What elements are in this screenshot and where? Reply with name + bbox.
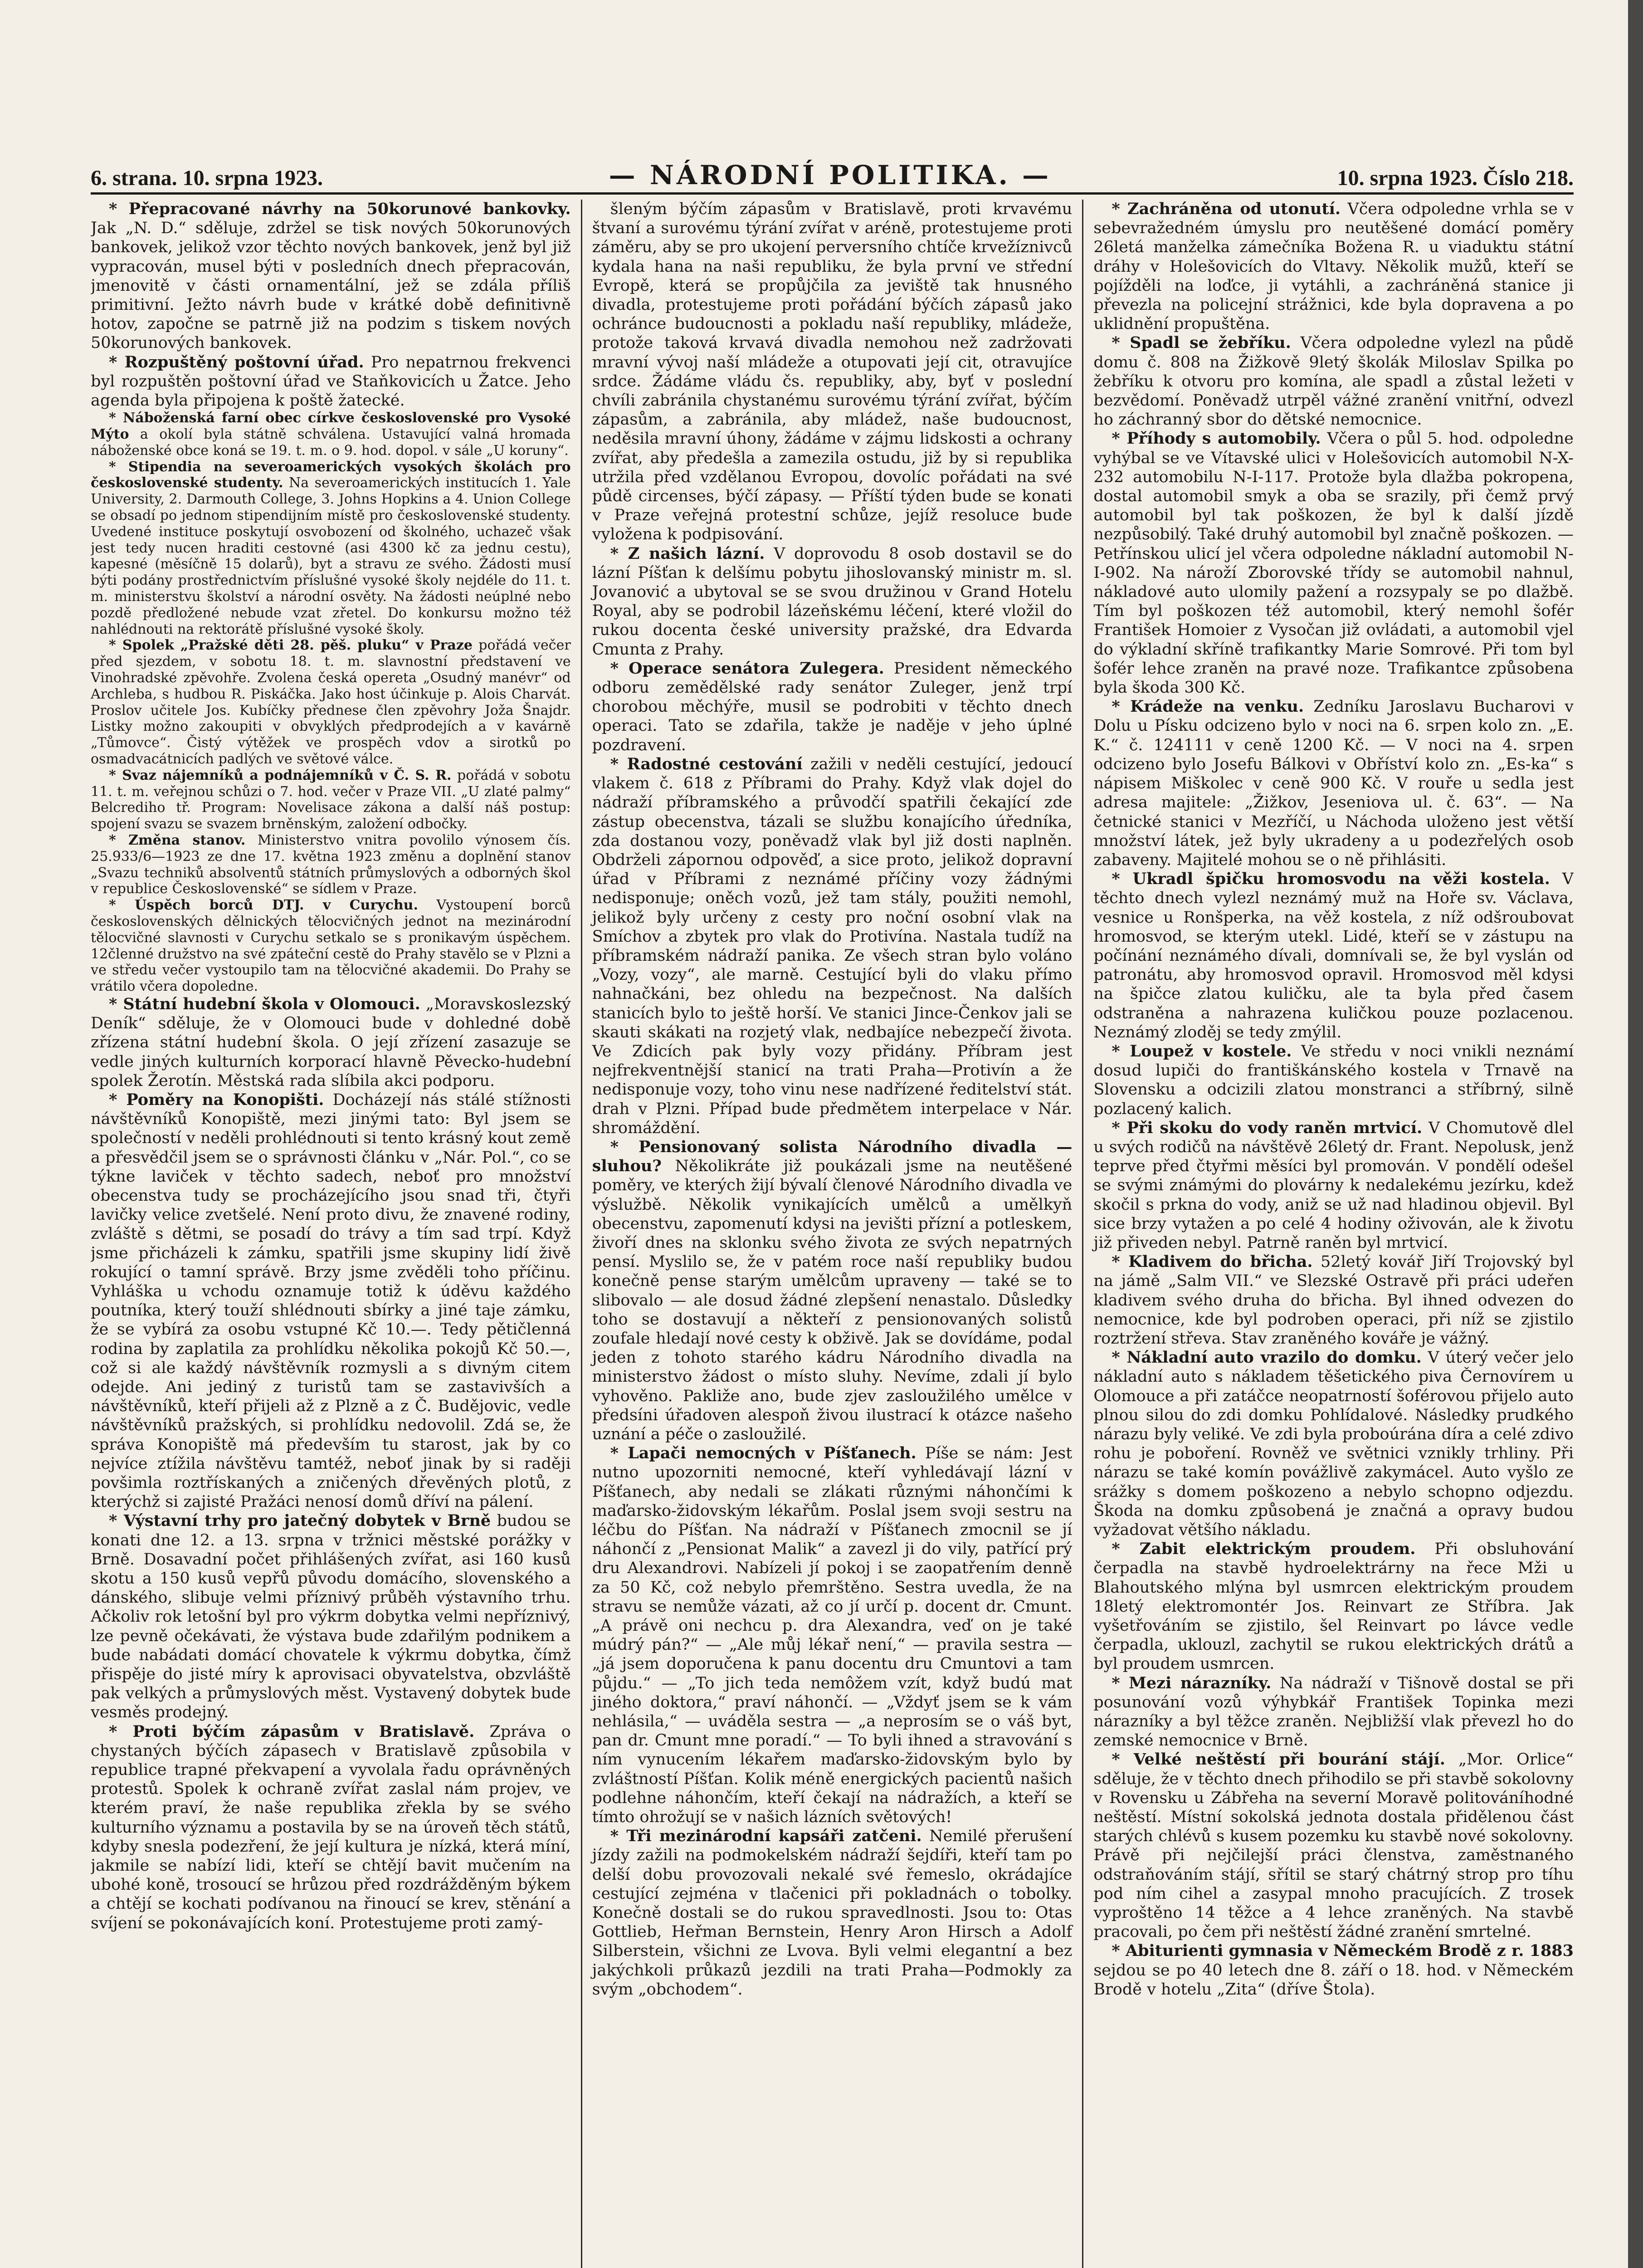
article-headline: * Operace senátora Zulegera. (610, 659, 884, 678)
news-article (91, 767, 571, 832)
news-article (91, 1090, 571, 1511)
news-article (1093, 1348, 1574, 1540)
news-article (91, 897, 571, 995)
news-article (1093, 333, 1574, 429)
news-article (91, 1511, 571, 1722)
article-headline: * Zabit elektrickým proudem. (1112, 1540, 1416, 1559)
article-headline: * Mezi nárazníky. (1112, 1673, 1272, 1692)
article-headline: * Státní hudební škola v Olomouci. (109, 994, 420, 1013)
column-1 (91, 200, 581, 2268)
article-headline: * Z našich lázní. (610, 544, 765, 563)
article-headline: * Pensionovaný solista Národního divadla — sluhou? (592, 1137, 1073, 1176)
article-headline: * Poměry na Konopišti. (109, 1090, 324, 1109)
article-body: Nemilé přerušení jízdy zažili na podmokelském nádraží šejdíři, kteří tam po delší dobu provozovali nekalé své řemeslo, okrádajíce cestující zejména v tlačenici při pokladnách o tobolky. Konečně dostali se do rukou spravedlnosti. Jsou to: Otas Gottlieb, Heřman Bernstein, Henry Aron Hirsch a Adolf Silberstein, všichni ze Lvova. Byli velmi elegantní a bez jakýchkoli průkazů jezdili na trati Praha—Podmokly za svým „obchodem“. (592, 1827, 1073, 1999)
article-headline: * Výstavní trhy pro jatečný dobytek v Brně (109, 1511, 491, 1530)
article-body: Docházejí nás stálé stížnosti návštěvníků Konopiště, mezi jinými tato: Byl jsem se společností v neděli prohlédnouti si tento krásný kout země a přesvědčil jsem se o správnosti článku v „Nár. Pol.“, co se týkne laviček v těchto sadech, neboť pro množství obecenstva tudy se procházejícího jsou snad tři, čtyři lavičky velice zvetšelé. Není proto divu, že znavené rodiny, zvláště s dětmi, se posadí do trávy a tím sad trpí. Když jsme přicházeli k zámku, spatřili jsme skupiny lidí živě rokující o tamní správě. Brzy jsme zvěděli toho příčinu. Vyhláška u vchodu oznamuje totiž k úděvu každého poutníka, který touží shlédnouti sbírky a jiné taje zámku, že se vybírá za osobu vstupné Kč 10.—. Tedy pětičlenná rodina by zaplatila za prohlídku několika pokojů Kč 50.—, což si ale každý návštěvník rozmysli a s divným citem odejde. Ani jediný z turistů tam se zastavivších a návštěvníků, kteří přijeli až z Plzně a z Č. Budějovic, vedle návštěvníků pražských, si prohlídku nedovolil. Zdá se, že správa Konopiště má především tu starost, jak by co nejvíce ztížila návštěvu tamtéž, neboť jinak by si raději povšimla roztřískaných a zničených dřevěných plotů, z kterýchž si zajisté Pražáci nenosí domů dříví na pálení. (91, 1090, 571, 1511)
article-body: Vystoupení borců československých dělnických tělocvičných jednot na mezinárodní tělocvičné slavnosti v Curychu setkalo se s pronikavým úspěchem. 12členné družstvo na své zpáteční cestě do Prahy stavělo se v Plzni a ve středu večer vystoupilo tam na tělocvičné akademii. Do Prahy se vrátilo včera dopoledne. (91, 897, 571, 995)
article-body: sejdou se po 40 letech dne 8. září o 18. hod. v Německém Brodě v hotelu „Zita“ (dříve Štola). (1093, 1961, 1574, 1999)
article-headline: * Krádeže na venku. (1112, 697, 1304, 716)
article-body: budou se konati dne 12. a 13. srpna v tržnici městské porážky v Brně. Dosavadní počet přihlášených zvířat, asi 160 kusů skotu a 150 kusů vepřů původu domácího, slovenského a dánského, slibuje velmi příznivý průběh výstavního trhu. Ačkoliv rok letošní byl pro výkrm dobytka velmi nepříznivý, lze pevně očekávati, že výstava bude zdařilým podnikem a bude nabádati domácí chovatele k výkrmu dobytka, čímž přispěje do jisté míry k aprovisaci obyvatelstva, obzvláště pak velkých a průmyslových měst. Vystavený dobytek bude vesměs prodejný. (91, 1512, 571, 1722)
news-article (1093, 1941, 1574, 1999)
article-headline: * Stipendia na severoamerických vysokých školách pro československé studenty. (91, 459, 571, 491)
article-body: Ministerstvo vnitra povolilo výnosem čís. 25.933/6—1923 ze dne 17. května 1923 změnu a doplnění stanov „Svazu techniků absolventů státních průmyslových a odborných škol v republice Československé“ se sídlem v Praze. (91, 832, 571, 897)
article-headline: * Náboženská farní obec církve československé pro Vysoké Mýto (91, 410, 571, 443)
article-body: šleným býčím zápasům v Bratislavě, proti krvavému štvaní a surovému týrání zvířat v aréně, protestujeme proti záměru, aby se pro ukojení perversního chtíče krvežíznivců kydala hana na naši republiku, že byla první ve střední Evropě, která se propůjčila za jeviště tak hnusného divadla, protestujeme proti pořádání býčích zápasů jako ochránce budoucnosti a pokladu naší republiky, mládeže, protože taková krvavá divadla nemohou než zadržovati mravní vývoj naší mládeže a otupovati její cit, otravujíce srdce. Žádáme vládu čs. republiky, aby, byť v poslední chvíli zabránila chystanému surovému týrání zvířat, býčím zápasům, a zabránila, aby mládež, naše budoucnost, neděsila mravní úhony, žádáme v zájmu lidskosti a ochrany zvířat, aby předešla a zamezila ostudu, již by si republika utržila před vzdělanou Evropou, dovolíc pořádati na své půdě circenses, býčí zápasy. — Příští týden bude se konati v Praze veřejná protestní schůze, jejíž resoluce bude vyložena k podpisování. (592, 200, 1073, 544)
header-right: 10. srpna 1923. Číslo 218. (1337, 166, 1574, 190)
article-headline: * Při skoku do vody raněn mrtvicí. (1112, 1118, 1423, 1137)
article-body: Zedníku Jaroslavu Bucharovi v Dolu u Písku odcizeno bylo v noci na 6. srpen kolo zn. „E. K.“ č. 124111 v ceně 1200 Kč. — V noci na 4. srpen odcizeno bylo Josefu Bálkovi v Obříství kolo zn. „Es-ka“ s nápisem Miškolec v ceně 900 Kč. V rouře u sedla jest adresa majitele: „Žižkov, Jeseniova ul. č. 63“. — Na četnické stanici v Mezříčí, u Náchoda uloženo jest větší množství látek, jež byly ukradeny a u podezřelých osob zabaveny. Majitelé mohou se o ně přihlásiti. (1093, 698, 1574, 869)
news-article (91, 1722, 571, 1933)
article-headline: * Spadl se žebříku. (1112, 333, 1291, 352)
news-article (592, 659, 1073, 755)
news-article (91, 995, 571, 1090)
news-article (1093, 200, 1574, 333)
news-article (91, 353, 571, 411)
news-article (1093, 1042, 1574, 1119)
news-article (592, 544, 1073, 659)
article-body: Včera o půl 5. hod. odpoledne vyhýbal se ve Vítavské ulici v Holešovicích automobil N-X-232 automobilu N-I-117. Protože byla dlažba pokropena, dostal automobil smyk a oba se srazily, při čemž prvý automobil byl tak poškozen, že byl k další jízdě nezpůsobilý. Také druhý automobil byl značně poškozen. — Petřínskou ulicí jel včera odpoledne nákladní automobil N-I-902. Na nároží Zborovské třídy se automobil nahnul, nákladové auto ulomily pažení a rozsypaly se po dlažbě. Tím byl poškozen též automobil, který nemohl šofér František Homoier z Vysočan již ovládati, a automobil vjel do výkladní skříně trafikantky Marie Somrové. Při tom byl šofér lehce zraněn na pravé noze. Trafikantce způsobena byla škoda 300 Kč. (1093, 430, 1574, 697)
column-2 (581, 200, 1082, 2268)
article-headline: * Abiturienti gymnasia v Německém Brodě z r. 1883 (1112, 1941, 1574, 1960)
article-headline: * Přepracované návrhy na 50korunové bankovky. (109, 200, 571, 218)
news-article (1093, 870, 1574, 1042)
article-columns (91, 200, 1574, 2268)
article-body: „Mor. Orlice“ sděluje, že v těchto dnech přihodilo se při stavbě sokolovny v Rovensku u Zábřeha na severní Moravě politováníhodné neštěstí. Místní sokolská jednota dostala přidělenou část starých chlévů s kusem pozemku ku stavbě nové sokolovny. Právě při nejčilejší práci členstva, zaměstnaného odstraňováním stájí, sřítil se starý chátrný strop pro tíhu pod ním cihel a zasypal mnoho pracujících. Z trosek vyproštěno 14 těžce a 4 lehce zraněných. Na stavbě pracovali, po čem při neštěstí žádné zranění smrtelné. (1093, 1750, 1574, 1941)
article-headline: * Ukradl špičku hromosvodu na věži kostela. (1112, 870, 1550, 889)
news-article (91, 637, 571, 767)
article-headline: * Rozpuštěný poštovní úřad. (109, 352, 364, 371)
masthead-title: — NÁRODNÍ POLITIKA. — (609, 160, 1051, 191)
article-body: Ve středu v noci vnikli neznámí dosud lupiči do františkánského kostela v Trnavě na Slovensku a odcizili zlatou monstranci a stříbrný, silně pozlacený kalich. (1093, 1042, 1574, 1118)
article-headline: * Velké neštěstí při bourání stájí. (1112, 1750, 1445, 1769)
page-header (91, 150, 1574, 191)
news-article (592, 1827, 1073, 1999)
header-left: 6. strana. 10. srpna 1923. (91, 166, 323, 190)
news-article (592, 1444, 1073, 1827)
news-article (1093, 1540, 1574, 1673)
article-body: Včera odpoledne vylezl na půdě domu č. 808 na Žižkově 9letý školák Miloslav Spilka po žebříku k otvoru pro komína, ale spadl a zůstal ležeti v bezvědomí. Poněvadž utrpěl vážné zranění vnitřní, odvezl ho záchranný sbor do dětské nemocnice. (1093, 334, 1574, 429)
news-article (1093, 1119, 1574, 1252)
article-body: 52letý kovář Jiří Trojovský byl na jámě „Salm VII.“ ve Slezské Ostravě při práci udeřen kladivem svého druha do břicha. Byl ihned odvezen do nemocnice, kde byl podroben operaci, při níž se zjistilo roztržení střeva. Stav zraněného kováře je vážný. (1093, 1253, 1574, 1348)
article-body: Jak „N. D.“ sděluje, zdržel se tisk nových 50korunových bankovek, jelikož vzor těchto nových bankovek, jenž byl již vypracován, musel býti v posledních dnech přepracován, jmenovitě v části ornamentální, jež se zdála příliš primitivní. Ježto návrh bude v krátké době definitivně hotov, započne se patrně již na podzim s tiskem nových 50korunových bankovek. (91, 219, 571, 352)
news-article (91, 410, 571, 459)
news-article (592, 755, 1073, 1138)
article-headline: * Příhody s automobily. (1112, 429, 1321, 448)
article-body: „Moravskoslezský Deník“ sděluje, že v Olomouci bude v dohledné době zřízena státní hudební škola. O její zřízení zasazuje se vedle jiných kulturních korporací hlavně Pěvecko-hudební spolek Žerotín. Městská rada slíbila akci podporu. (91, 995, 571, 1090)
article-body: Několikráte již poukázali jsme na neutěšené poměry, ve kterých žijí bývalí členové Národního divadla ve výslužbě. Několik vynikajících umělců a umělkyň obecenstvu, zapomenutí kdysi na jevišti přízní a potleskem, živoří dnes na sklonku svého života ze svých nepatrných pensí. Myslilo se, že v patém roce naší republiky budou konečně pense starým umělcům upraveny — také se to slibovalo — ale dosud žádné zlepšení nenastalo. Důsledky toho se dostavují a někteří z pensionovaných solistů zoufale hledají nové cesty k obživě. Jak se dovídáme, podal jeden z tohoto starého kádru Národního divadla na ministerstvo žádost o místo sluhy. Nevíme, zdali jí bylo vyhověno. Pakliže ano, bude zjev zasloužilého umělce v předsíni úřadoven alespoň živou ilustrací k otázce našeho uznání a péče o zasloužilé. (592, 1157, 1073, 1443)
article-headline: * Lapači nemocných v Píšťanech. (610, 1444, 917, 1463)
article-headline: * Úspěch borců DTJ. v Curychu. (109, 897, 418, 914)
article-headline: * Nákladní auto vrazilo do domku. (1112, 1348, 1422, 1367)
article-headline: * Spolek „Pražské děti 28. pěš. pluku“ v Praze (109, 637, 473, 654)
article-headline: * Tři mezinárodní kapsáři zatčeni. (610, 1827, 922, 1846)
article-body: V doprovodu 8 osob dostavil se do lázní Píšťan k delšímu pobytu jihoslovanský ministr m. sl. Jovanović a ubytoval se se svou družinou v Grand Hotelu Royal, aby se podrobil lázeňskému léčení, které vložil do rukou docenta české university pražské, dra Edvarda Cmunta z Prahy. (592, 544, 1073, 659)
article-body: Zpráva o chystaných býčích zápasech v Bratislavě způsobila v republice trapné překvapení a vyvolala řadu oprávněných protestů. Spolek k ochraně zvířat zaslal nám projev, ve kterém praví, že naše republika zřekla by se svého kulturního významu a postavila by se na úroveň těch států, kdyby snesla podezření, že její kultura je nízká, která míní, jakmile se nabízí lidi, kteří se chtějí bavit mučením na ubohé koně, trosoucí se hrůzou před rozdrážděným býkem a chtějí se kochati podívanou na řinoucí se krev, stěnání a svíjení se pokonávajících koní. Protestujeme proti zamý- (91, 1722, 571, 1932)
article-body: V těchto dnech vylezl neznámý muž na Hoře sv. Václava, vesnice u Ronšperka, na věž kostela, z níž odšroubovat hromosvod, se kterým utekl. Lidé, kteří se v zástupu na počínání neznámého dívali, domnívali se, že byl vyslán od patronátu, aby hromosvod opravil. Hromosvod měl kdysi na špičce zlatou kuličku, ale ta byla před časem odstraněna a nahrazena kuličkou pouze pozlacenou. Neznámý zloděj se tedy zmýlil. (1093, 870, 1574, 1041)
news-article (91, 200, 571, 353)
column-3 (1082, 200, 1574, 2268)
news-article (1093, 697, 1574, 870)
article-headline: * Loupež v kostele. (1112, 1041, 1292, 1061)
article-body: zažili v neděli cestující, jedoucí vlakem č. 618 z Příbrami do Prahy. Když vlak dojel do nádraží příbramského a průvodčí spatřili čekající zde zástup obecenstva, tázali se službu konajícího úředníka, zda dostanou vozy, poněvadž vlak byl již dosti naplněn. Obdrželi zápornou odpověď, a sice proto, jelikož dopravní úřad v Příbrami z neznámé příčiny vozy žádnými nedisponuje; oněch vozů, jež tam stály, použiti nemohl, jelikož byly určeny z cesty pro noční osobní vlak na Smíchov a zbytek pro vlak do Protivína. Nastala tudíž na příbramském nádraží panika. Ze všech stran bylo voláno „Vozy, vozy“, ale marně. Cestující byli do vlaku přímo nahnačkáni, bez ohledu na bezpečnost. Na dalších stanicích bylo to ještě horší. Ve stanici Jince-Čenkov jali se skauti skákati na rozjetý vlak, nedbajíce nebezpečí života. Ve Zdicích pak byly vozy přidány. Příbram jest nejfrekventnější stanicí na trati Praha—Protivín a že nedisponuje vozy, toho vinu nese nadřízené ředitelství stát. drah v Plzni. Případ bude předmětem interpelace v Nár. shromáždění. (592, 755, 1073, 1137)
article-headline: * Zachráněna od utonutí. (1112, 200, 1341, 218)
news-article (1093, 1252, 1574, 1348)
article-headline: * Radostné cestování (610, 754, 803, 773)
article-headline: * Kladivem do břicha. (1112, 1252, 1313, 1271)
article-headline: * Proti býčím zápasům v Bratislavě. (109, 1722, 475, 1741)
news-article (1093, 1750, 1574, 1941)
article-headline: * Svaz nájemníků a podnájemníků v Č. S. R. (109, 767, 452, 783)
article-body: V Chomutově dlel u svých rodičů na návštěvě 26letý dr. Frant. Nepolusk, jenž teprve před čtyřmi měsíci byl promován. V pondělí odešel se svými známými do plovárny k nedalekému jezírku, kdež skočil s prkna do vody, aniž se už nad hladinou objevil. Byl sice brzy vytažen a po celé 4 hodiny oživován, ale k životu již přiveden nebyl. Patrně raněn byl mrtvicí. (1093, 1119, 1574, 1252)
article-body: Pro nepatrnou frekvenci byl rozpuštěn poštovní úřad ve Staňkovicích u Žatce. Jeho agenda byla připojena k poště žatecké. (91, 353, 571, 410)
news-article (91, 459, 571, 638)
article-headline: * Změna stanov. (109, 832, 246, 848)
article-body: Píše se nám: Jest nutno upozorniti nemocné, kteří vyhledávají lázní v Píšťanech, aby nedali se zlákati různými náhončími k maďarsko-židovským lékařům. Poslal jsem svoji sestru na léčbu do Píšťan. Na nádraží v Píšťanech zmocnil se jí náhončí z „Pensionat Malik“ a zavezl ji do vily, patřící prý dru Alexandrovi. Nabízeli jí pokoj i se zaopatřením denně za 50 Kč, což nebylo přemrštěno. Sestra uvedla, že na stravu se nemůže vázati, až co jí určí p. docent dr. Cmunt. „A právě oni nechcu p. dra Alexandra, veď on je také múdrý pán?“ — „Ale můj lékař není,“ — pravila sestra — „já jsem doporučena k panu docentu dru Cmuntovi a tam půjdu.“ — „To jich teda nemôžem vzít, když budú mat jiného doktora,“ praví náhončí. — „Vždyť jsem se k vám nehlásila,“ — uváděla sestra — „a neprosím se o váš byt, pan dr. Cmunt mne poradí.“ — To byli ihned a stravování s ním vynucením lékařem maďarsko-židovským bylo by zvláštností Píšťan. Kolik méně energických pacientů našich podlehne náhončím, kteří čekají na nádražích, a kteří se tímto ohrožují se v našich lázních světových! (592, 1444, 1073, 1827)
news-article (592, 1138, 1073, 1444)
article-body: Při obsluhování čerpadla na stavbě hydroelektrárny na řece Mži u Blahoutského mlýna byl usmrcen elektrickým proudem 18letý elektromontér Jos. Reinvart ze Stříbra. Jak vyšetřováním se zjistilo, šel Reinvart po lávce vedle čerpadla, uklouzl, zachytil se rukou elektrických drátů a byl proudem usmrcen. (1093, 1540, 1574, 1673)
article-body: Včera odpoledne vrhla se v sebevražedném úmyslu pro neutěšené domácí poměry 26letá manželka zámečníka Božena R. u viaduktu státní dráhy v Holešovicích do Vltavy. Několik mužů, kteří se pojížděli na loďce, ji vytáhli, a zachráněná stanice ji převezla na policejní strážnici, kde byla dopravena a po uklidnění propuštěna. (1093, 200, 1574, 333)
page-edge-shadow (1628, 0, 1643, 2268)
article-body: President německého odboru zemědělské rady senátor Zuleger, jenž trpí chorobou měchýře, musil se podrobiti v těchto dnech operaci. Tato se zdařila, takže je naděje v jeho úplné pozdravení. (592, 659, 1073, 754)
article-body: pořádá v sobotu 11. t. m. veřejnou schůzi o 7. hod. večer v Praze VII. „U zlaté palmy“ Belcrediho tř. Program: Novelisace zákona a další náš postup: spojení svazu se svazem brněnským, založení odbočky. (91, 767, 571, 832)
news-article (91, 832, 571, 897)
news-article (592, 200, 1073, 544)
header-rule (91, 192, 1574, 195)
article-body: pořádá večer před sjezdem, v sobotu 18. t. m. slavnostní představení ve Vinohradské zpěvohře. Zvolena česká opereta „Osudný manévr“ od Archleba, s hudbou R. Piskáčka. Jako host účinkuje p. Alois Charvát. Proslov učitele Jos. Kubíčky přednese člen zpěvohry Joža Šnajdr. Listky možno zakoupiti v obvyklých předprodejích a v kavárně „Tůmovce“. Čistý výtěžek ve prospěch vdov a sirotků po osmadvacátnicích padlých ve světové válce. (91, 637, 571, 767)
article-body: Na severoamerických institucích 1. Yale University, 2. Darmouth College, 3. Johns Hopkins a 4. Union College se obsadí po jednom stipendijním místě pro československé studenty. Uvedené instituce poskytují osvobození od školného, uchazeč však jest tedy nucen hraditi cestovné (asi 4300 kč za jednu cestu), kapesné (měsíčně 15 dolarů), byt a stravu ze svého. Žádosti musí býti podány prostřednictvím příslušné vysoké školy nejdéle do 11. t. m. ministerstvu školství a národní osvěty. Na žádosti neúplné nebo pozdě předložené nebude vzat zřetel. Do konkursu možno též nahlédnouti na rektorátě příslušné vysoké školy. (91, 475, 571, 637)
news-article (1093, 1674, 1574, 1750)
article-body: Na nádraží v Tišnově dostal se při posunování vozů výhybkář František Topinka mezi nárazníky a byl těžce zraněn. Nejbližší vlak převezl ho do zemské nemocnice v Brně. (1093, 1674, 1574, 1750)
news-article (1093, 429, 1574, 697)
article-body: V úterý večer jelo nákladní auto s nákladem těšetického piva Černovírem u Olomouce a při zatáčce neopatrností šoférovou přijelo auto plnou silou do zdi domku Pohlídalové. Následky prudkého nárazu byly veliké. Ve zdi byla proboúrána díra a celé zdivo rohu je poboření. Rovněž ve světnici vznikly trhliny. Při nárazu se také komín povážlivě zakymácel. Auto vyšlo ze srážky s domem poškozeno a nebylo schopno odjezdu. Škoda na domku způsobená je značná a opravy budou vyžadovat většího nákladu. (1093, 1349, 1574, 1540)
article-body: a okolí byla státně schválena. Ustavující valná hromada náboženské obce koná se 19. t. m. o 9. hod. dopol. v sále „U koruny“. (91, 426, 571, 459)
